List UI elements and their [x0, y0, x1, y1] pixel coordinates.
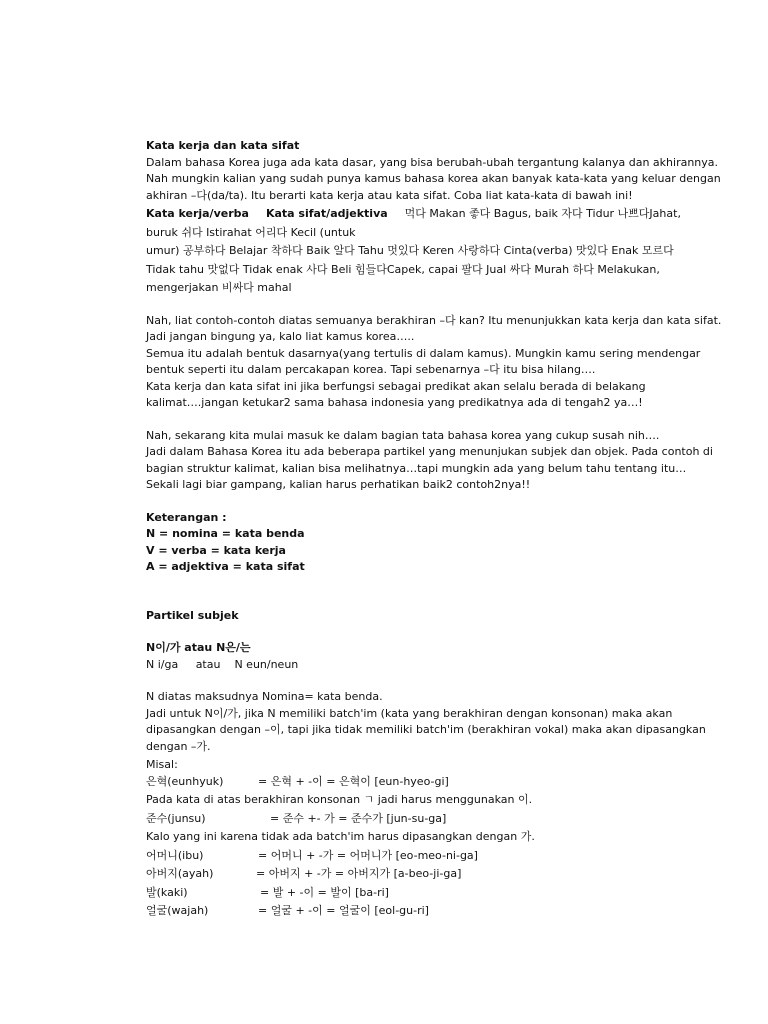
explain-line: N diatas maksudnya Nomina= kata benda. [146, 690, 383, 703]
col-header-verba: Kata kerja/verba [146, 207, 249, 220]
partikel-heading: Partikel subjek [146, 608, 239, 622]
example-row [146, 903, 746, 920]
vocab-line: buruk 쉬다 Istirahat 어리다 Kecil (untuk [146, 225, 356, 239]
example-row [146, 885, 746, 902]
paragraph-line: bentuk seperti itu dalam percakapan korea. Tapi sebenarnya –다 itu bisa hilang…. [146, 363, 596, 376]
keterangan-item: A = adjektiva = kata sifat [146, 560, 305, 573]
paragraph-line: Nah, sekarang kita mulai masuk ke dalam bagian tata bahasa korea yang cukup susah nih…. [146, 428, 660, 442]
example-word: 발(kaki) [146, 885, 188, 899]
example-row [146, 848, 746, 865]
keterangan-title: Keterangan : [146, 510, 227, 524]
col-header-adjektiva: Kata sifat/adjektiva [265, 207, 388, 220]
example-note: Kalo yang ini karena tidak ada batch'im harus dipasangkan dengan 가. [146, 830, 535, 843]
paragraph-line: Jadi jangan bingung ya, kalo liat kamus korea….. [146, 330, 415, 343]
paragraph-line: Jadi dalam Bahasa Korea itu ada beberapa partikel yang menunjukan subjek dan objek. Pada contoh di [146, 445, 713, 458]
intro-line: Nah mungkin kalian yang sudah punya kamus bahasa korea akan banyak kata-kata yang keluar dengan [146, 172, 721, 185]
example-word: 아버지(ayah) [146, 867, 214, 880]
paragraph-line: Semua itu adalah bentuk dasarnya(yang tertulis di dalam kamus). Mungkin kamu sering mendengar [146, 346, 701, 360]
vocab-line: mengerjakan 비싸다 mahal [146, 281, 292, 294]
intro-line: Dalam bahasa Korea juga ada kata dasar, yang bisa berubah-ubah tergantung kalanya dan akhirannya. [146, 155, 719, 169]
example-equation: = 어머니 + -가 = 어머니가 [eo-meo-ni-ga] [258, 848, 478, 862]
example-word: 어머니(ibu) [146, 848, 204, 862]
example-word: 준수(junsu) [146, 811, 206, 825]
section-heading-kata-kerja: Kata kerja dan kata sifat [146, 139, 300, 152]
example-note: Pada kata di atas berakhiran konsonan ㄱ jadi harus menggunakan 이. [146, 793, 533, 806]
paragraph-line: Sekali lagi biar gampang, kalian harus perhatikan baik2 contoh2nya!! [146, 478, 531, 491]
partikel-formula-roman: N i/ga atau N eun/neun [146, 657, 299, 671]
example-row [146, 811, 746, 828]
paragraph-line: bagian struktur kalimat, kalian bisa melihatnya…tapi mungkin ada yang belum tahu tentang itu… [146, 461, 687, 475]
misal-label: Misal: [146, 758, 178, 771]
example-row [146, 866, 746, 883]
paragraph-line: Nah, liat contoh-contoh diatas semuanya berakhiran –다 kan? Itu menunjukkan kata kerja dan kata sifat. [146, 313, 722, 327]
intro-line: akhiran –다(da/ta). Itu berarti kata kerja atau kata sifat. Coba liat kata-kata di bawah ini! [146, 188, 633, 202]
document-page [146, 138, 746, 920]
example-word: 은혁(eunhyuk) [146, 774, 224, 788]
example-row [146, 774, 746, 791]
example-word: 얼굴(wajah) [146, 904, 209, 917]
example-equation: = 준수 +- 가 = 준수가 [jun-su-ga] [270, 811, 447, 825]
example-equation: = 발 + -이 = 발이 [ba-ri] [260, 885, 389, 899]
explain-line: Jadi untuk N이/가, jika N memiliki batch'im (kata yang berakhiran dengan konsonan) maka akan [146, 706, 673, 720]
keterangan-item: N = nomina = kata benda [146, 527, 305, 540]
vocab-line: Tidak tahu 맛없다 Tidak enak 사다 Beli 힘들다Capek, capai 팔다 Jual 싸다 Murah 하다 Melakukan, [146, 262, 660, 276]
partikel-formula: N이/가 atau N은/는 [146, 641, 251, 654]
paragraph-line: kalimat….jangan ketukar2 sama bahasa indonesia yang predikatnya ada di tengah2 ya…! [146, 396, 643, 409]
vocab-line-rest: 먹다 Makan 좋다 Bagus, baik 자다 Tidur 나쁘다Jahat, [404, 207, 681, 220]
explain-line: dengan –가. [146, 739, 211, 753]
example-equation: = 은혁 + -이 = 은혁이 [eun-hyeo-gi] [258, 774, 449, 788]
keterangan-item: V = verba = kata kerja [146, 543, 286, 557]
explain-line: dipasangkan dengan –이, tapi jika tidak memiliki batch'im (berakhiran vokal) maka akan dipasangkan [146, 723, 706, 736]
vocab-line [146, 206, 746, 223]
example-equation: = 아버지 + -가 = 아버지가 [a-beo-ji-ga] [256, 867, 462, 880]
paragraph-line: Kata kerja dan kata sifat ini jika berfungsi sebagai predikat akan selalu berada di belakang [146, 379, 646, 393]
example-equation: = 얼굴 + -이 = 얼굴이 [eol-gu-ri] [258, 904, 429, 917]
vocab-line: umur) 공부하다 Belajar 착하다 Baik 알다 Tahu 멋있다 Keren 사랑하다 Cinta(verba) 맛있다 Enak 모르다 [146, 244, 674, 257]
